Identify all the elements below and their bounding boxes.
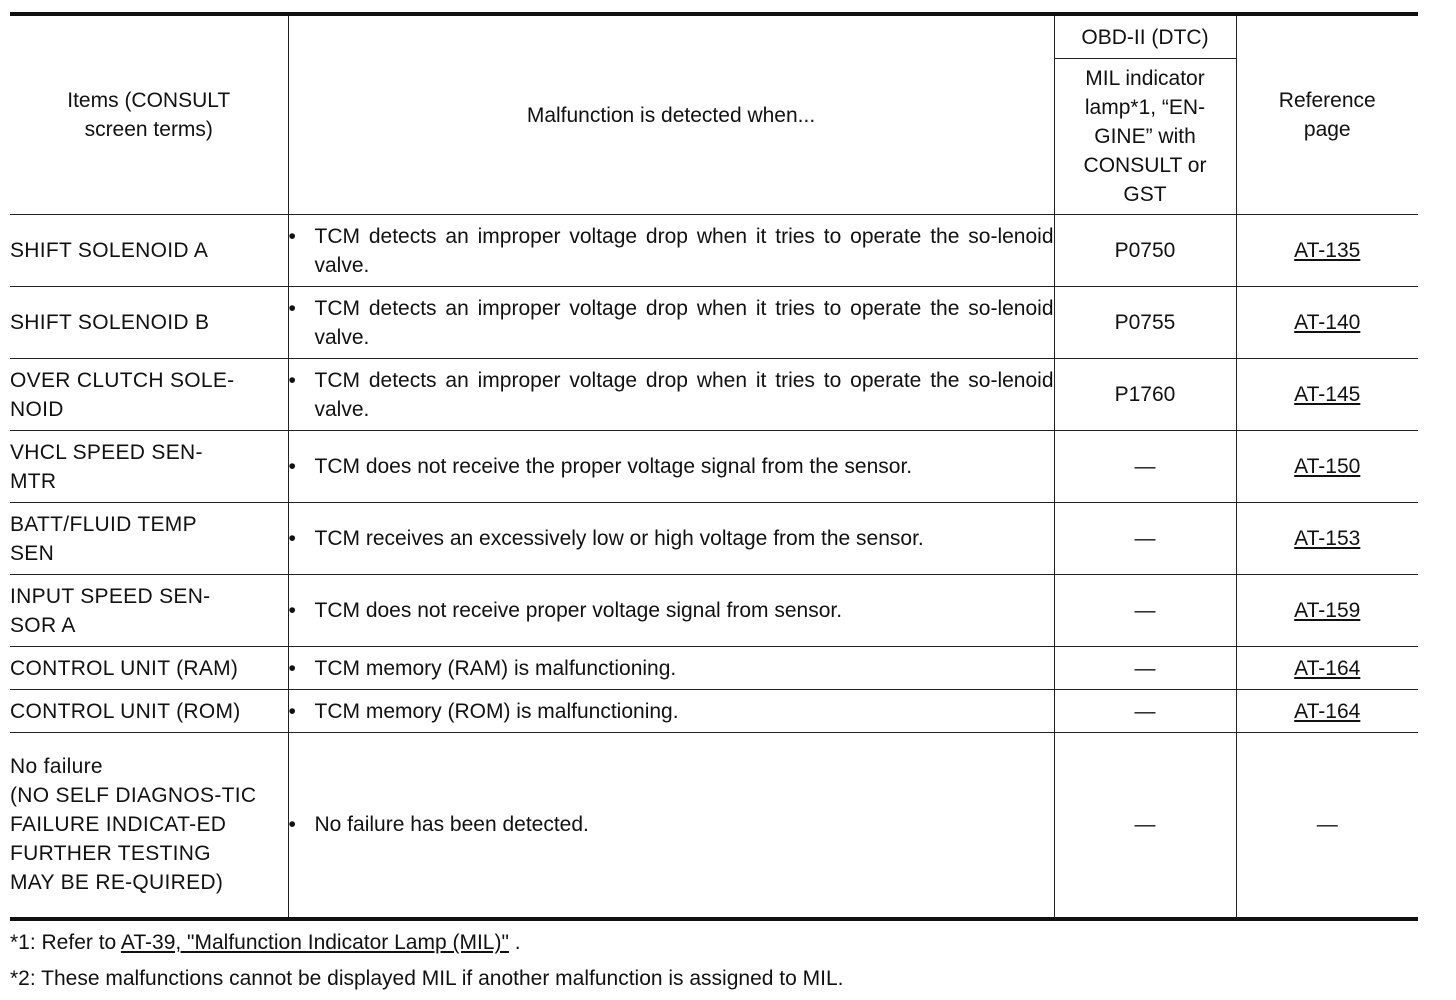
bullet: • — [288, 813, 296, 837]
table-row — [10, 733, 1418, 919]
condition-cell: • TCM memory (ROM) is malfunctioning. — [288, 690, 1054, 733]
item-cell: No failure (NO SELF DIAGNOS-TIC FAILURE INDICAT-ED FURTHER TESTING MAY BE RE-QUIRED) — [10, 733, 288, 919]
item-cell: VHCL SPEED SEN-MTR — [10, 431, 288, 503]
reference-cell: — — [1236, 733, 1418, 919]
header-reference: Reference page — [1236, 14, 1418, 215]
bullet: • — [288, 699, 296, 723]
dtc-cell: P0755 — [1054, 287, 1236, 359]
bullet: • — [288, 296, 296, 320]
condition-cell: • TCM detects an improper voltage drop when it tries to operate the so-lenoid valve. — [288, 287, 1054, 359]
table-row — [10, 287, 1418, 359]
header-obd-group: OBD-II (DTC) — [1054, 14, 1236, 59]
footnote-1: *1: Refer to AT-39, "Malfunction Indicator Lamp (MIL)" . — [10, 931, 521, 954]
dtc-cell: — — [1054, 575, 1236, 647]
table-row — [10, 503, 1418, 575]
table-row — [10, 359, 1418, 431]
table-row — [10, 215, 1418, 287]
reference-link[interactable]: AT-145 — [1236, 359, 1418, 431]
condition-cell: • TCM memory (RAM) is malfunctioning. — [288, 647, 1054, 690]
item-cell: SHIFT SOLENOID B — [10, 287, 288, 359]
header-malfunction: Malfunction is detected when... — [288, 14, 1054, 215]
dtc-cell: P1760 — [1054, 359, 1236, 431]
mil-reference-link[interactable]: AT-39, "Malfunction Indicator Lamp (MIL)" — [120, 931, 509, 954]
dtc-table — [10, 12, 1418, 921]
header-mil: MIL indicator lamp*1, “EN-GINE” with CONSULT or GST — [1054, 59, 1236, 215]
table-row — [10, 647, 1418, 690]
item-cell: INPUT SPEED SEN-SOR A — [10, 575, 288, 647]
bullet: • — [288, 599, 296, 622]
item-cell: CONTROL UNIT (RAM) — [10, 647, 288, 690]
reference-link[interactable]: AT-150 — [1236, 431, 1418, 503]
condition-cell: • TCM detects an improper voltage drop when it tries to operate the so-lenoid valve. — [288, 359, 1054, 431]
item-cell: OVER CLUTCH SOLE-NOID — [10, 359, 288, 431]
dtc-cell: — — [1054, 647, 1236, 690]
item-cell: CONTROL UNIT (ROM) — [10, 690, 288, 733]
bullet: • — [288, 455, 296, 478]
item-cell: BATT/FLUID TEMP SEN — [10, 503, 288, 575]
dtc-cell: — — [1054, 503, 1236, 575]
dtc-cell: — — [1054, 733, 1236, 919]
condition-cell: • No failure has been detected. — [288, 733, 1054, 919]
reference-link[interactable]: AT-135 — [1236, 215, 1418, 287]
condition-cell: • TCM receives an excessively low or high voltage from the sensor. — [288, 503, 1054, 575]
condition-cell: • TCM does not receive the proper voltage signal from the sensor. — [288, 431, 1054, 503]
bullet: • — [288, 527, 296, 550]
condition-cell: • TCM does not receive proper voltage signal from sensor. — [288, 575, 1054, 647]
reference-link[interactable]: AT-159 — [1236, 575, 1418, 647]
bullet: • — [288, 224, 296, 248]
bullet: • — [288, 656, 296, 680]
table-row — [10, 690, 1418, 733]
table-row — [10, 431, 1418, 503]
reference-link[interactable]: AT-140 — [1236, 287, 1418, 359]
reference-link[interactable]: AT-164 — [1236, 690, 1418, 733]
item-cell: SHIFT SOLENOID A — [10, 215, 288, 287]
header-items: Items (CONSULT screen terms) — [10, 14, 288, 215]
dtc-cell: — — [1054, 431, 1236, 503]
dtc-cell: — — [1054, 690, 1236, 733]
reference-link[interactable]: AT-153 — [1236, 503, 1418, 575]
footnote-2: *2: These malfunctions cannot be displayed MIL if another malfunction is assigned to MIL. — [10, 967, 844, 990]
bullet: • — [288, 368, 296, 392]
reference-link[interactable]: AT-164 — [1236, 647, 1418, 690]
condition-cell: • TCM detects an improper voltage drop when it tries to operate the so-lenoid valve. — [288, 215, 1054, 287]
dtc-cell: P0750 — [1054, 215, 1236, 287]
table-row — [10, 575, 1418, 647]
